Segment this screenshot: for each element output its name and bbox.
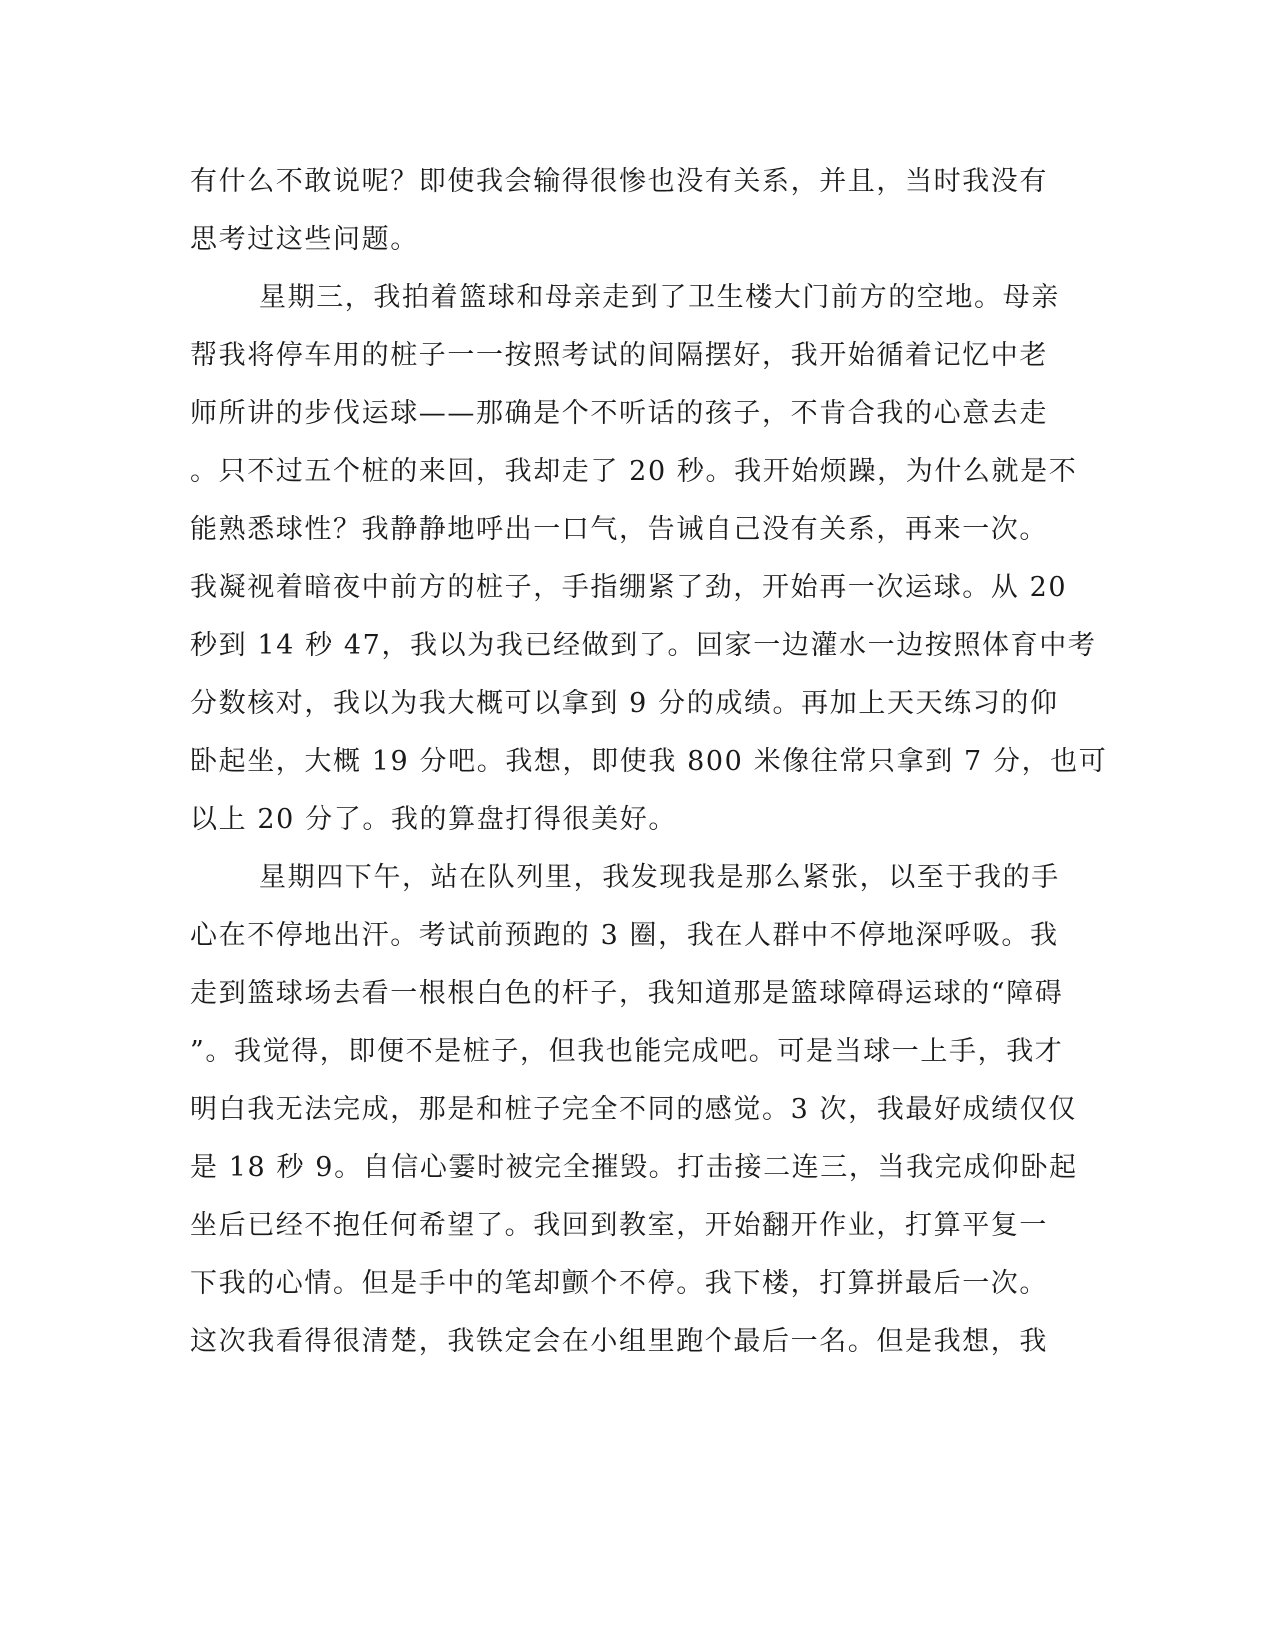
paragraph-start-line: 星期三，我拍着篮球和母亲走到了卫生楼大门前方的空地。母亲 [259,282,1060,313]
text-line: 是 18 秒 9。自信心霎时被完全摧毁。打击接二连三，当我完成仰卧起 [190,1152,1078,1183]
text-line: 以上 20 分了。我的算盘打得很美好。 [190,804,677,835]
text-line: 。只不过五个桩的来回，我却走了 20 秒。我开始烦躁，为什么就是不 [190,456,1078,487]
text-line: 分数核对，我以为我大概可以拿到 9 分的成绩。再加上天天练习的仰 [190,688,1059,719]
text-line: 思考过这些问题。 [190,224,419,255]
paragraph-start-line: 星期四下午，站在队列里，我发现我是那么紧张，以至于我的手 [259,862,1060,893]
text-line: 卧起坐，大概 19 分吧。我想，即使我 800 米像往常只拿到 7 分，也可 [190,746,1108,777]
text-line: 坐后已经不抱任何希望了。我回到教室，开始翻开作业，打算平复一 [190,1210,1048,1241]
text-line: 明白我无法完成，那是和桩子完全不同的感觉。3 次，我最好成绩仅仅 [190,1094,1077,1125]
text-line: 秒到 14 秒 47，我以为我已经做到了。回家一边灌水一边按照体育中考 [190,630,1097,661]
text-line: ”。我觉得，即便不是桩子，但我也能完成吧。可是当球一上手，我才 [190,1036,1064,1067]
text-line: 帮我将停车用的桩子一一按照考试的间隔摆好，我开始循着记忆中老 [190,340,1048,371]
text-line: 我凝视着暗夜中前方的桩子，手指绷紧了劲，开始再一次运球。从 20 [190,572,1068,603]
text-line: 有什么不敢说呢？即使我会输得很惨也没有关系，并且，当时我没有 [190,166,1048,197]
text-line: 能熟悉球性？我静静地呼出一口气，告诫自己没有关系，再来一次。 [190,514,1048,545]
text-line: 师所讲的步伐运球——那确是个不听话的孩子，不肯合我的心意去走 [190,398,1048,429]
text-line: 这次我看得很清楚，我铁定会在小组里跑个最后一名。但是我想，我 [190,1326,1048,1357]
text-line: 心在不停地出汗。考试前预跑的 3 圈，我在人群中不停地深呼吸。我 [190,920,1059,951]
text-line: 下我的心情。但是手中的笔却颤个不停。我下楼，打算拼最后一次。 [190,1268,1048,1299]
text-line: 走到篮球场去看一根根白色的杆子，我知道那是篮球障碍运球的“障碍 [190,978,1064,1009]
